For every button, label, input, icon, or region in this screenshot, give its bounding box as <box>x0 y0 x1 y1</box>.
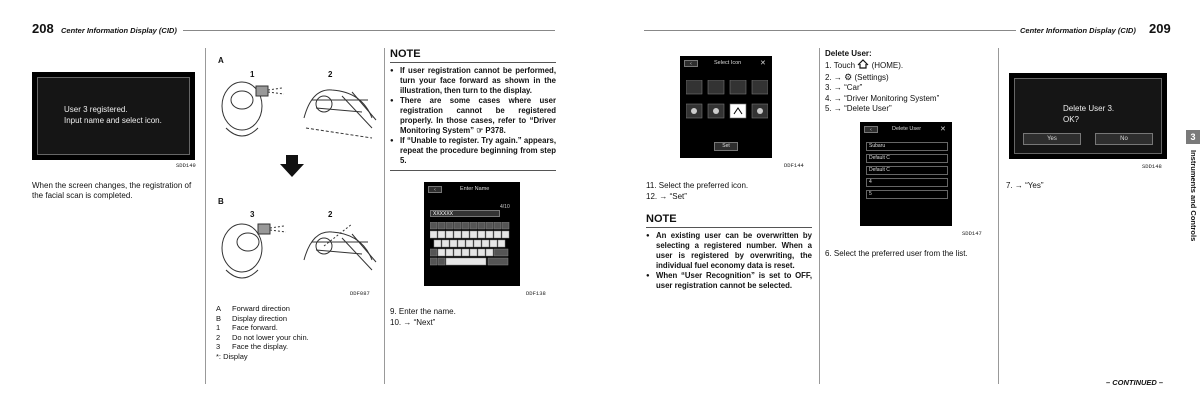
page-number-right: 209 <box>1149 21 1171 36</box>
back-button[interactable]: ‹ <box>428 186 442 193</box>
user-list-row[interactable]: 4 <box>866 178 948 187</box>
note-item: ● If user registration cannot be performed, turn your face forward as shown in the illustration, then turn to the display. <box>390 66 556 96</box>
on-screen-keyboard[interactable] <box>430 222 516 272</box>
figure-legend <box>216 304 309 362</box>
figure-label-b: B <box>218 197 224 206</box>
delete-user-section <box>825 48 995 115</box>
chapter-title-vertical: Instruments and Controls <box>1189 150 1198 242</box>
step-item: 9. Enter the name. <box>390 307 456 316</box>
note-box-right <box>646 213 812 291</box>
legend-item: 2 Do not lower your chin. <box>216 332 309 342</box>
figure-code: DDF144 <box>784 162 804 169</box>
registration-caption: When the screen changes, the registration of the facial scan is completed. <box>32 181 192 200</box>
figure-number-2: 2 <box>328 70 333 79</box>
screen-title: Select Icon <box>714 60 742 66</box>
legend-item: 1 Face forward. <box>216 323 278 333</box>
legend-item: A Forward direction <box>216 304 290 313</box>
legend-item: B Display direction <box>216 313 288 323</box>
gear-icon: ⚙ <box>844 71 853 82</box>
set-button[interactable]: Set <box>714 142 738 151</box>
legend-item: 3 Face the display. <box>216 342 289 352</box>
column-divider <box>819 48 820 384</box>
step-item: 3. → “Car” <box>825 83 863 92</box>
legend-item: *: Display <box>216 351 248 361</box>
note-box-left <box>390 48 556 171</box>
driver-facing-forward-drawing <box>212 78 378 150</box>
steps-list-left <box>390 307 456 328</box>
step-item: 7. → “Yes” <box>1006 181 1044 190</box>
note-item: ● When “User Recognition” is set to OFF, user registration cannot be selected. <box>646 271 812 291</box>
page-number-left: 208 <box>32 21 54 36</box>
column-divider <box>998 48 999 384</box>
step-item: 6. Select the preferred user from the list. <box>825 249 968 258</box>
figure-code: SDD148 <box>1142 163 1162 170</box>
user-list-row[interactable]: Default C <box>866 166 948 175</box>
figure-number-3: 3 <box>250 210 255 219</box>
note-item: ● If “Unable to register. Try again.” appears, repeat the procedure beginning from step 5. <box>390 136 556 166</box>
header-rule-left <box>183 30 555 31</box>
step-item: 11. Select the preferred icon. <box>646 181 749 190</box>
confirm-message-line2: OK? <box>1063 115 1080 124</box>
screen-message-line2: Input name and select icon. <box>64 116 162 125</box>
name-input[interactable]: XXXXXX <box>430 210 500 217</box>
screen-title: Enter Name <box>460 186 490 192</box>
note-heading: NOTE <box>646 213 677 225</box>
step-7 <box>1006 181 1044 192</box>
screen-title: Delete User <box>892 126 922 132</box>
close-icon[interactable]: ✕ <box>760 60 766 67</box>
column-divider <box>384 48 385 384</box>
continued-label: – CONTINUED – <box>1106 378 1164 387</box>
note-heading: NOTE <box>390 48 421 60</box>
note-item: ● There are some cases where user registration cannot be registered properly. In those cases, refer to “Driver Monitoring System” ☞ P378. <box>390 96 556 136</box>
figure-number-2b: 2 <box>328 210 333 219</box>
note-item: ● An existing user can be overwritten by selecting a registered number. When a user is registered by overwriting, the individual fuel economy data is reset. <box>646 231 812 271</box>
no-button[interactable]: No <box>1095 133 1153 145</box>
figure-label-a: A <box>218 56 224 65</box>
steps-list-right-a <box>646 181 748 202</box>
column-divider <box>205 48 206 384</box>
figure-number-1: 1 <box>250 70 255 79</box>
step-6 <box>825 249 995 260</box>
char-count: 4/10 <box>500 204 510 210</box>
header-title-right: Center Information Display (CID) <box>1020 26 1136 35</box>
display-screen <box>32 72 195 160</box>
figure-code: SDD149 <box>176 162 196 169</box>
header-rule-right <box>644 30 1016 31</box>
figure-code: DDF138 <box>526 290 546 297</box>
step-item: 12. → “Set” <box>646 191 687 201</box>
delete-user-heading: Delete User: <box>825 49 872 58</box>
display-screen <box>1009 73 1167 159</box>
step-item: 2. → ⚙ (Settings) <box>825 71 889 82</box>
screen-message-line1: User 3 registered. <box>64 105 128 114</box>
user-list-row[interactable]: Default C <box>866 154 948 163</box>
step-item: 10. → “Next” <box>390 317 436 327</box>
icon-grid[interactable] <box>686 80 768 130</box>
close-icon[interactable]: ✕ <box>940 126 946 133</box>
figure-code: DDF087 <box>350 290 370 297</box>
step-item: 5. → “Delete User” <box>825 104 892 113</box>
driver-facing-display-drawing <box>212 218 378 290</box>
home-icon <box>857 59 869 69</box>
display-screen <box>860 122 952 226</box>
display-screen <box>424 182 520 286</box>
step-item: 4. → “Driver Monitoring System” <box>825 93 940 103</box>
chapter-tab: 3 <box>1186 130 1200 144</box>
arrow-down-icon <box>280 155 304 177</box>
back-button[interactable]: ‹ <box>684 60 698 67</box>
back-button[interactable]: ‹ <box>864 126 878 133</box>
confirm-message-line1: Delete User 3. <box>1063 104 1115 113</box>
user-list-row[interactable]: 5 <box>866 190 948 199</box>
yes-button[interactable]: Yes <box>1023 133 1081 145</box>
display-screen <box>680 56 772 158</box>
user-list-row[interactable]: Subaru <box>866 142 948 151</box>
figure-code: SDD147 <box>962 230 982 237</box>
step-item: 1. Touch (HOME). <box>825 61 904 70</box>
header-title-left: Center Information Display (CID) <box>61 26 177 35</box>
